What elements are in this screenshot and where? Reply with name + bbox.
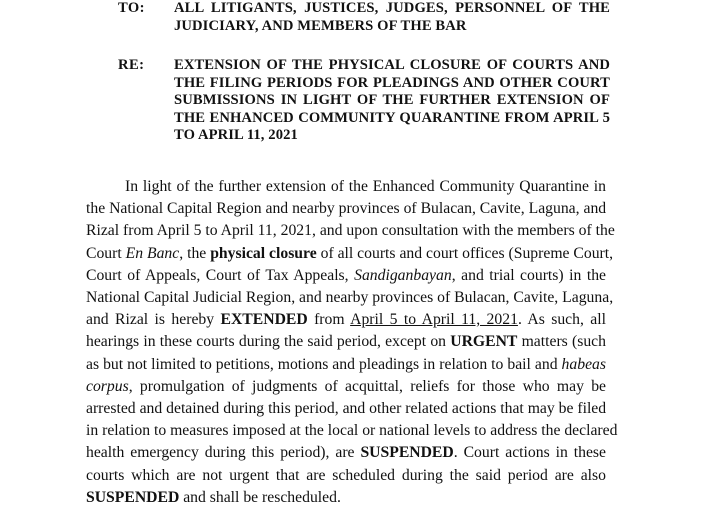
suspended-term: SUSPENDED	[86, 488, 180, 506]
body-line: SUSPENDED and shall be rescheduled.	[86, 488, 341, 506]
corpus-term: corpus	[86, 377, 129, 395]
body-line: National Capital Judicial Region, and nearby provinces of Bulacan, Cavite, Laguna,	[86, 289, 614, 307]
to-label: TO:	[118, 0, 145, 16]
body-line: Court of Appeals, Court of Tax Appeals, Sandiganbayan, and trial courts) in the	[86, 266, 606, 284]
urgent-term: URGENT	[450, 333, 518, 351]
date-range: April 5 to April 11, 2021	[350, 311, 518, 329]
re-line: EXTENSION OF THE PHYSICAL CLOSURE OF COURTS AND	[174, 57, 610, 73]
re-line: THE FILING PERIODS FOR PLEADINGS AND OTHER COURT	[174, 74, 610, 91]
body-line: corpus, promulgation of judgments of acquittal, reliefs for those who may be	[86, 377, 606, 395]
body-line: arrested and detained during this period, and other related actions that may be filed	[86, 400, 607, 418]
body-paragraph	[86, 176, 618, 509]
re-label: RE:	[118, 57, 145, 73]
body-line: in relation to measures imposed at the local or national levels to address the declared	[86, 422, 618, 440]
suspended-term: SUSPENDED	[360, 444, 454, 462]
body-line: courts which are not urgent that are scheduled during the said period are also	[86, 466, 606, 484]
to-line: JUDICIARY, AND MEMBERS OF THE BAR	[174, 17, 467, 34]
to-line: ALL LITIGANTS, JUSTICES, JUDGES, PERSONNEL OF THE	[174, 0, 610, 16]
body-line: In light of the further extension of the Enhanced Community Quarantine in	[125, 178, 606, 195]
extended-term: EXTENDED	[220, 311, 308, 329]
body-line: health emergency during this period), are SUSPENDED. Court actions in these	[86, 444, 606, 462]
re-subject	[174, 57, 610, 145]
habeas-term: habeas	[561, 355, 606, 373]
en-banc-term: En Banc	[125, 244, 180, 262]
body-line: the National Capital Region and nearby provinces of Bulacan, Cavite, Laguna, and	[86, 200, 607, 218]
re-line: SUBMISSIONS IN LIGHT OF THE FURTHER EXTENSION OF	[174, 92, 610, 109]
sandiganbayan-term: Sandiganbayan	[354, 266, 452, 284]
body-line: Rizal from April 5 to April 11, 2021, and upon consultation with the members of the	[86, 222, 615, 240]
body-line: and Rizal is hereby EXTENDED from April 5 to April 11, 2021. As such, all	[86, 311, 606, 329]
body-line: hearings in these courts during the said period, except on URGENT matters (such	[86, 333, 606, 351]
re-line: TO APRIL 11, 2021	[174, 127, 298, 144]
re-line: THE ENHANCED COMMUNITY QUARANTINE FROM APRIL 5	[174, 109, 610, 126]
body-line: as but not limited to petitions, motions and pleadings in relation to bail and habeas	[86, 355, 606, 373]
physical-closure-term: physical closure	[210, 244, 317, 262]
body-line: Court En Banc, the physical closure of all courts and court offices (Supreme Court,	[86, 244, 614, 262]
to-recipients	[174, 0, 610, 35]
